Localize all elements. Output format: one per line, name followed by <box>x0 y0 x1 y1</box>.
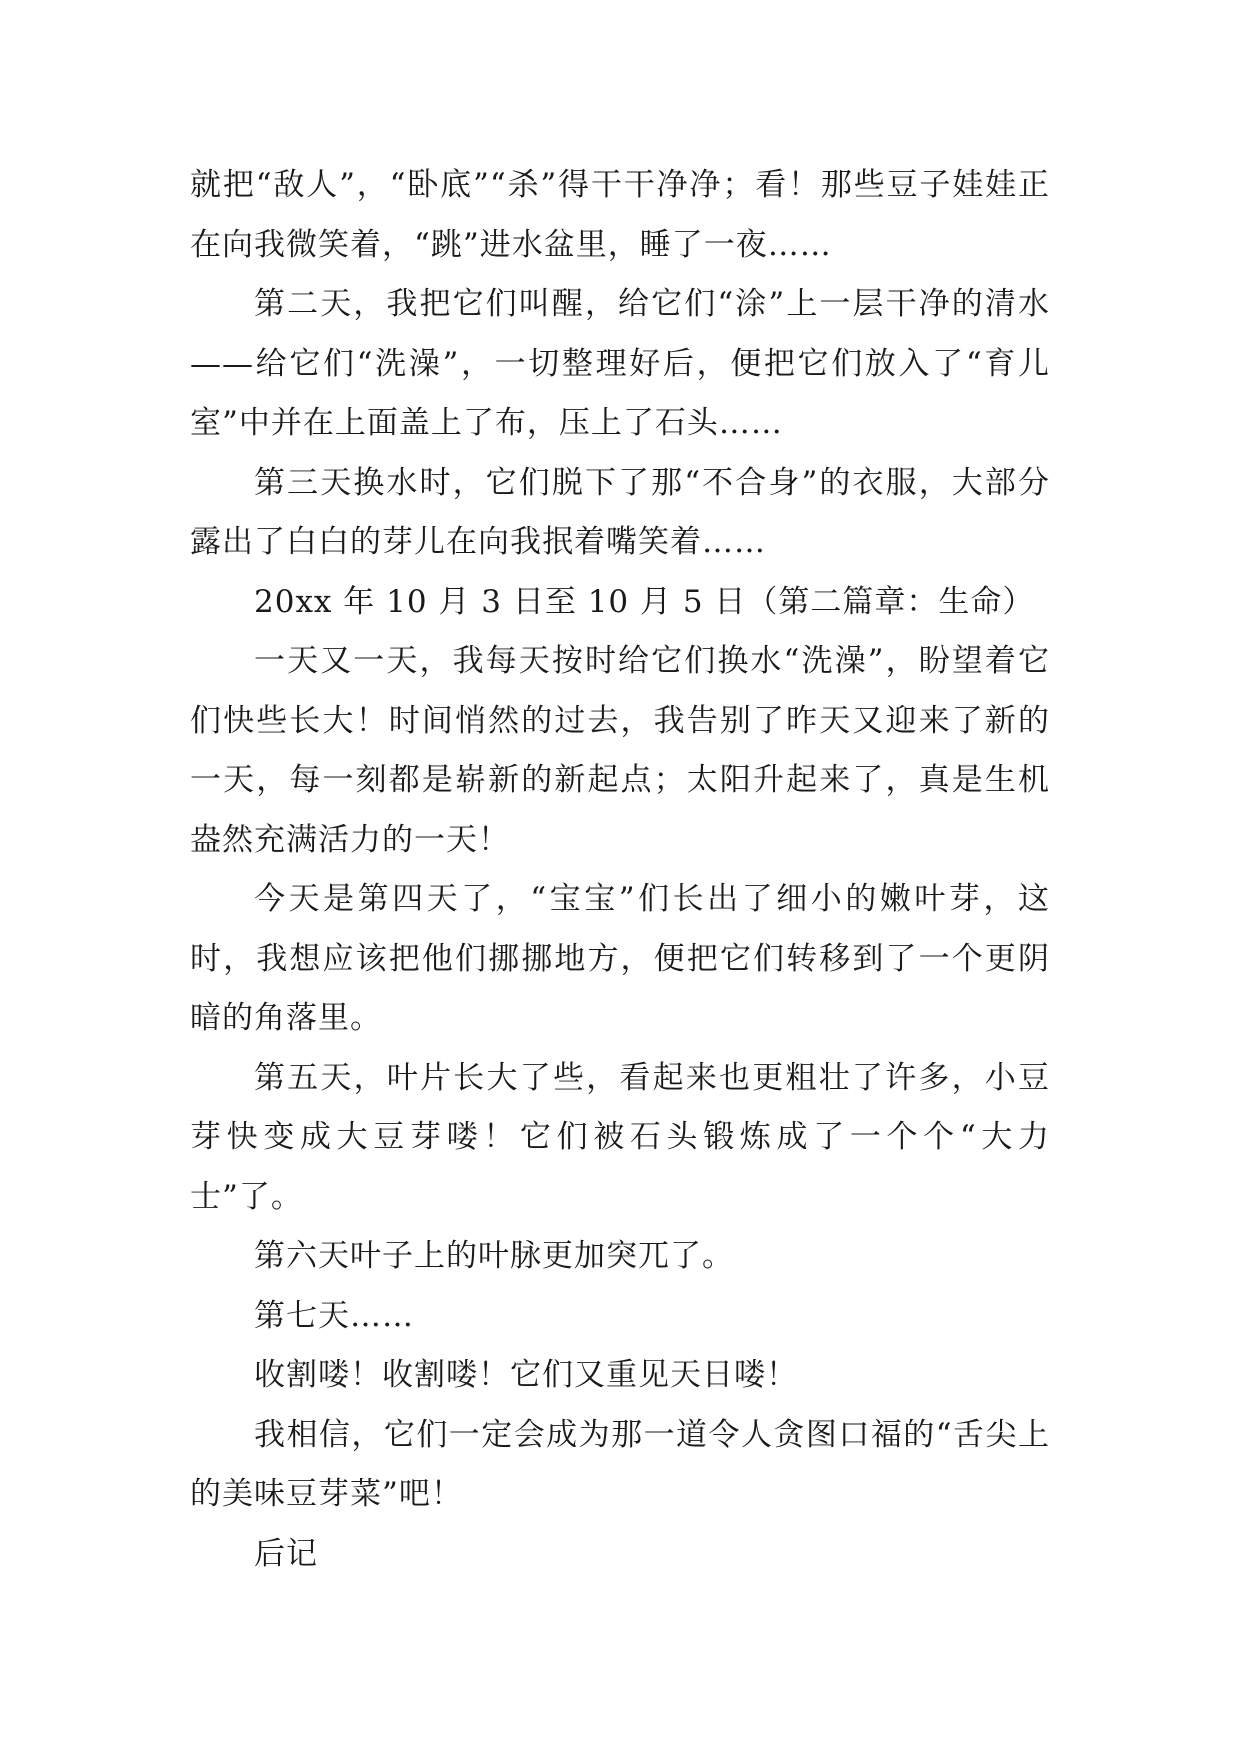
paragraph: 收割喽！收割喽！它们又重见天日喽！ <box>254 1357 798 1393</box>
paragraph: 第六天叶子上的叶脉更加突兀了。 <box>254 1238 734 1274</box>
paragraph: 就把“敌人”，“卧底”“杀”得干干净净；看！那些豆子娃娃正在向我微笑着，“跳”进水盆里，睡了一夜…… <box>190 167 1050 263</box>
document-body <box>190 156 1050 1584</box>
section-heading: 20xx 年 10 月 3 日至 10 月 5 日（第二篇章：生命） <box>254 583 1035 620</box>
paragraph: 第五天，叶片长大了些，看起来也更粗壮了许多，小豆芽快变成大豆芽喽！它们被石头锻炼成了一个个“大力士”了。 <box>190 1059 1050 1215</box>
paragraph: 今天是第四天了，“宝宝”们长出了细小的嫩叶芽，这时，我想应该把他们挪挪地方，便把它们转移到了一个更阴暗的角落里。 <box>190 881 1050 1036</box>
paragraph: 一天又一天，我每天按时给它们换水“洗澡”，盼望着它们快些长大！时间悄然的过去，我告别了昨天又迎来了新的一天，每一刻都是崭新的新起点；太阳升起来了，真是生机盎然充满活力的一天！ <box>190 643 1050 858</box>
afterword-heading: 后记 <box>254 1535 318 1572</box>
paragraph: 第七天…… <box>254 1297 414 1334</box>
paragraph: 第二天，我把它们叫醒，给它们“涂”上一层干净的清水——给它们“洗澡”，一切整理好后，便把它们放入了“育儿室”中并在上面盖上了布，压上了石头…… <box>190 286 1050 441</box>
paragraph: 第三天换水时，它们脱下了那“不合身”的衣服，大部分露出了白白的芽儿在向我抿着嘴笑着…… <box>190 464 1050 560</box>
paragraph: 我相信，它们一定会成为那一道令人贪图口福的“舌尖上的美味豆芽菜”吧！ <box>190 1416 1050 1512</box>
